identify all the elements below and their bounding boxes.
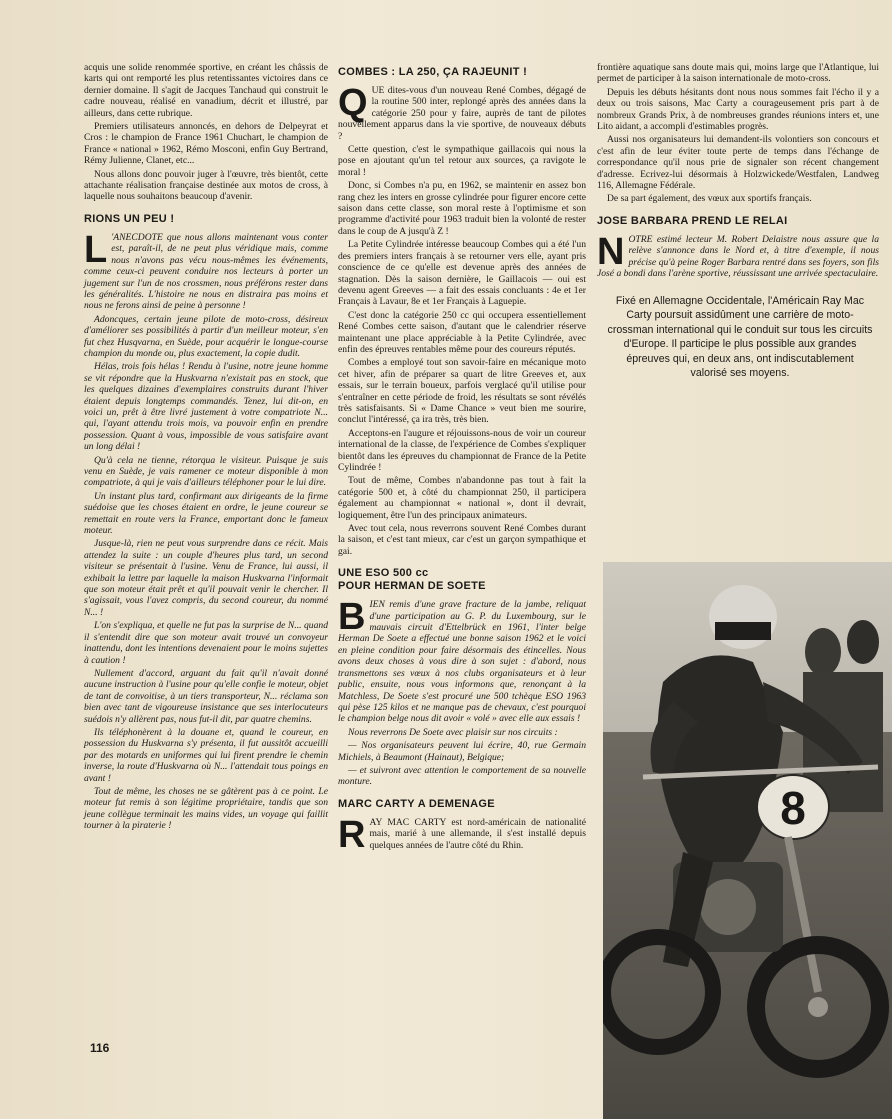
article-carty-continued: [597, 62, 879, 205]
number-plate-digit: 8: [780, 782, 806, 834]
dropcap: L: [84, 228, 108, 271]
section-title-barbara: JOSE BARBARA PREND LE RELAI: [597, 214, 788, 227]
dropcap: N: [597, 230, 625, 273]
paragraph: Cette question, c'est le sympathique gaillacois qui nous la pose en ajoutant qu'un tel retour aux sources, ça ravigote le moral !: [338, 144, 586, 178]
dropcap: Q: [338, 82, 368, 124]
paragraph: IEN remis d'une grave fracture de la jambe, reliquat d'une participation au G. P. du Luxembourg, sur le mauvais circuit d'Ettelbrück en 1961, l'inter belge Herman De Soete a effectué une bonne saison 1962 et le voici en pleine condition pour faire désormais des étincelles. Nous avons deux choses à vous dire à son sujet : d'abord, nous transmettons ses vœux à nos clubs organisateurs et à leur public, ensuite, nous vous informons que, renonçant à la Matchless, De Soete s'est procuré une 500 tchèque ESO 1963 qui pèse 125 kilos et ne manque pas de chevaux, c'est pourquoi le champion belge nous dit avoir « volé » avec elle aux essais !: [338, 599, 586, 725]
paragraph: UE dites-vous d'un nouveau René Combes, dégagé de la routine 500 inter, replongé après des années dans la catégorie 250 pour y faire, auprès de tant de pilotes nouvellement apparus dans la vie sportive, de nouveaux débuts ?: [338, 85, 586, 142]
paragraph: Acceptons-en l'augure et réjouissons-nous de voir un coureur international de la classe, de l'expérience de Combes s'expliquer bientôt dans les épreuves du championnat de France de la Petite Cylindrée !: [338, 427, 586, 473]
paragraph: frontière aquatique sans doute mais qui, moins large que l'Atlantique, lui permet de participer à la saison internationale de moto-cross.: [597, 62, 879, 85]
paragraph: 'ANECDOTE que nous allons maintenant vous conter est, paraît-il, de ne peut plus véridique mais, comme nous n'avons pas vécu nous-mêmes les événements, comme ceux-ci peuvent conduire nos lecteurs à porter un jugement sur l'un de nos crossmen, nous préférons rester dans les généralités. L'histoire ne nous en distraira pas moins et nous ne ferons ainsi de peine à personne !: [84, 231, 328, 312]
section-title-carty: MARC CARTY A DEMENAGE: [338, 797, 495, 810]
paragraph: Avec tout cela, nous reverrons souvent René Combes durant la saison, et c'est tant mieux, car c'est un garçon sympathique et gai.: [338, 523, 586, 557]
paragraph: acquis une solide renommée sportive, en créant les châssis de karts qui ont remporté les plus retentissantes victoires dans ce dernier domaine. Il s'agit de Jacques Tanchaud qui construit le cadre nouveau, réalisé en vanadium, décrit et illustré, par ailleurs, dans cette rubrique.: [84, 62, 328, 119]
section-title-eso: UNE ESO 500 cc POUR HERMAN DE SOETE: [338, 567, 486, 593]
paragraph: Qu'à cela ne tienne, rétorqua le visiteur. Puisque je suis venu en Suède, je vais ramener ce moteur disponible à mon compatriote, à qui je vais d'ailleurs téléphoner pour le lui dire.: [84, 454, 328, 489]
paragraph: AY MAC CARTY est nord-américain de nationalité mais, marié à une allemande, il s'est installé depuis quelques années de l'autre côté du Rhin.: [369, 816, 586, 851]
paragraph: Adoncques, certain jeune pilote de moto-cross, désireux d'améliorer ses possibilités à partir d'un meilleur moteur, s'en fut chez Husqvarna, en Suède, pour acquérir le longue-course champion du monde ou, plus exactement, la copie dudit.: [84, 313, 328, 359]
paragraph: Nullement d'accord, arguant du fait qu'il n'avait donné aucune instruction à l'usine pour qu'elle confie le moteur, objet de tant de convoitise, à un tiers transporteur, N... réclama son bien avec tant de vigoureuse insistance que ses interlocuteurs suédois n'y allèrent pas, nous fut-il dit, par quatre chemins.: [84, 667, 328, 725]
article-combes: [338, 82, 586, 557]
paragraph: — Nos organisateurs peuvent lui écrire, 40, rue Germain Michiels, à Beaumont (Hainaut), Belgique;: [338, 740, 586, 763]
paragraph: Ils téléphonèrent à la douane et, quand le coureur, en possession du Huskvarna s'y présenta, il fut aussitôt accueilli par des motards en uniformes qui lui firent prendre le chemin inverse, la route d'Huskvarna où N... l'attendait tous poings en avant !: [84, 726, 328, 784]
column-middle: [338, 62, 586, 856]
paragraph: Jusque-là, rien ne peut vous surprendre dans ce récit. Mais attendez la suite : un couple d'heures plus tard, un second visiteur se présentait à l'usine. Venu de France, lui aussi, il exhibait la lettre par laquelle la maison Huskvarna l'informait que son moteur était prêt et qu'il pouvait venir le chercher. Il s'agissait, vous l'avez compris, du second coureur, du nommé N... !: [84, 538, 328, 618]
paragraph: Hélas, trois fois hélas ! Rendu à l'usine, notre jeune homme se vit répondre que la Huskvarna n'existait pas en stock, que les quelques dizaines d'exemplaires construits durant l'hiver étaient depuis longtemps commandés. Tenez, lui dit-on, en voici un, prêt à être livré justement à votre compatriote N... qui, l'ayant attendu trois mois, va pouvoir enfin en prendre possession. Quant à vous, impossible de vous satisfaire avant un long délai !: [84, 361, 328, 453]
rider-illustration: [603, 562, 892, 1119]
section-title-rions: RIONS UN PEU !: [84, 212, 175, 225]
paragraph: Premiers utilisateurs annoncés, en dehors de Delpeyrat et Cros : le champion de France 1961 Chuchart, le champion de France « national » 1962, Rémo Mosconi, enfin Guy Bertrand, Rémy Julienne, Clanet, etc...: [84, 121, 328, 167]
intro-article: [84, 62, 328, 203]
paragraph: La Petite Cylindrée intéresse beaucoup Combes qui a été l'un des premiers inters français à se retourner vers elle, ayant pris conscience de ce qu'elle est devenue après des années de stagnation. Dès la saison dernière, le Gaillacois — oui est devenu agent Greeves — a fait des essais concluants : 4e et 1er Français à Lavaur, 8e et 1er Français à Laguepie.: [338, 239, 586, 308]
section-title-combes: COMBES : LA 250, ÇA RAJEUNIT !: [338, 66, 528, 78]
column-right: [597, 62, 879, 381]
column-left: [84, 62, 328, 834]
paragraph: De sa part également, des vœux aux sportifs français.: [607, 193, 812, 205]
paragraph: Tout de même, Combes n'abandonne pas tout à fait la catégorie 500 et, à côté du championnat 250, il participera également au championnat « national », dont il devrait, logiquement, être l'un des principaux animateurs.: [338, 475, 586, 521]
paragraph: Aussi nos organisateurs lui demandent-ils volontiers son concours et c'est afin de leur éviter toute perte de temps dans l'échange de correspondance qu'il nous prie de signaler son récent changement d'adresse. Ecrivez-lui désormais à Holzwickede/Westfalen, Landweg 116, Allemagne Fédérale.: [597, 134, 879, 192]
article-rions: [84, 228, 328, 832]
paragraph: Combes a employé tout son savoir-faire en mécanique moto cet hiver, afin de préparer sa quart de litre Greeves et, aux essais, sur le terrain boueux, parfois verglacé qu'il utilise pour s'entraîner en cette période de froid, les résultats se sont révélés très satisfaisants. Si « Dame Chance » veut bien me sourire, conclut l'intéressé, ça ira très, très bien.: [338, 357, 586, 426]
paragraph: Tout de même, les choses ne se gâtèrent pas à ce point. Le moteur fut remis à son légitime propriétaire, tandis que son jeune collègue terminait les mains vides, un voyage qui faillit tourner à la piraterie !: [84, 785, 328, 832]
dropcap: R: [338, 813, 366, 856]
photo-caption: Fixé en Allemagne Occidentale, l'Américain Ray Mac Carty poursuit assidûment une carrière de moto-crossman international qui le conduit sur tous les circuits d'Europe. Il participe le plus possible aux grandes épreuves qui, en deux ans, ont indiscutablement valorisé ses moyens.: [607, 294, 873, 379]
article-eso: [338, 596, 586, 788]
paragraph: Nous allons donc pouvoir juger à l'œuvre, très bientôt, cette attachante réalisation française destinée aux motos de cross, à laquelle nous souhaitons beaucoup d'avenir.: [84, 168, 328, 203]
paragraph: OTRE estimé lecteur M. Robert Delaistre nous assure que la relève s'annonce dans le Nord et, à titre d'exemple, il nous précise qu'à peine Roger Barbara rentré dans ses foyers, son fils José a bondi dans l'arène sportive, réussissant une arrivée spectaculaire.: [597, 233, 879, 280]
paragraph: Depuis les débuts hésitants dont nous nous sommes fait l'écho il y a deux ou trois saisons, Mac Carty a courageusement pris part à de nombreux Grands Prix, à de nombreuses grandes réunions inters et, une Lito aidant, a accompli d'estimables progrès.: [597, 86, 879, 133]
paragraph: L'on s'expliqua, et quelle ne fut pas la surprise de N... quand il s'entendit dire que son moteur avait trouvé un convoyeur inattendu, dont les intentions devenaient pour le moins sujettes à caution !: [84, 620, 328, 666]
paragraph: Un instant plus tard, confirmant aux dirigeants de la firme suédoise que les choses étaient en ordre, le jeune coureur se remettait en route vers la France, emportant donc le fameux moteur.: [84, 490, 328, 537]
dropcap: B: [338, 596, 366, 639]
page-number: 116: [90, 1041, 110, 1055]
paragraph: Nous reverrons De Soete avec plaisir sur nos circuits :: [348, 726, 558, 738]
paragraph: C'est donc la catégorie 250 cc qui occupera essentiellement René Combes cette saison, d'autant que le calendrier réserve maintenant une place appréciable à la Petite Cylindrée, avec enfin des épreuves rentables même pour des coureurs réputés.: [338, 309, 586, 355]
paragraph: — et suivront avec attention le comportement de sa nouvelle monture.: [338, 764, 586, 788]
article-barbara: [597, 230, 879, 280]
motocross-photo: [603, 562, 892, 1119]
paragraph: Donc, si Combes n'a pu, en 1962, se maintenir en assez bon rang chez les inters en grosse cylindrée pour figurer encore cette saison dans cette classe, son moral reste à l'optimisme et son programme d'activité pour 1963 traduit bien la volonté de rester dans le coup de A jusqu'à Z !: [338, 180, 586, 237]
article-carty: [338, 813, 586, 856]
